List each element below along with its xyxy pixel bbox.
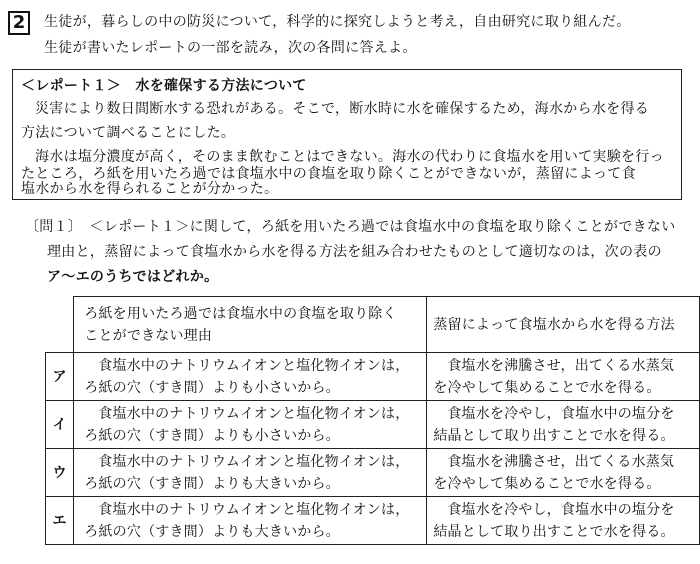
option-reason-line: 食塩水中のナトリウムイオンと塩化物イオンは， bbox=[98, 453, 410, 470]
table-header-row bbox=[46, 297, 700, 353]
report-line: たところ，ろ紙を用いたろ過では食塩水中の食塩を取り除くことができないが，蒸留によって食 bbox=[21, 166, 636, 182]
table-corner bbox=[46, 297, 74, 353]
problem-number: 2 bbox=[8, 11, 30, 35]
option-method bbox=[427, 353, 700, 401]
option-reason-line: ろ紙の穴（すき間）よりも大きいから。 bbox=[84, 475, 340, 492]
option-method-line: 結晶として取り出すことで水を得る。 bbox=[433, 523, 675, 540]
header-method-text: 蒸留によって食塩水から水を得る方法 bbox=[433, 316, 675, 333]
report-line: 災害により数日間断水する恐れがある。そこで，断水時に水を確保するため，海水から水を得る bbox=[35, 101, 650, 117]
option-method bbox=[427, 449, 700, 497]
table-row bbox=[46, 401, 700, 449]
option-method-line: 食塩水を沸騰させ，出てくる水蒸気 bbox=[447, 453, 675, 470]
option-method-line: を冷やして集めることで水を得る。 bbox=[433, 379, 661, 396]
question-line-1: 〔問１〕 ＜レポート１＞に関して，ろ紙を用いたろ過では食塩水中の食塩を取り除くことができない bbox=[25, 219, 676, 235]
option-reason bbox=[74, 401, 427, 449]
option-method-line: 食塩水を沸騰させ，出てくる水蒸気 bbox=[447, 357, 675, 374]
option-method-line: 結晶として取り出すことで水を得る。 bbox=[433, 427, 675, 444]
option-reason bbox=[74, 497, 427, 545]
table-row bbox=[46, 449, 700, 497]
option-method-line: を冷やして集めることで水を得る。 bbox=[433, 475, 661, 492]
header-reason-line: ろ紙を用いたろ過では食塩水中の食塩を取り除く bbox=[84, 305, 397, 322]
report-line: 方法について調べることにした。 bbox=[21, 125, 236, 141]
option-reason bbox=[74, 353, 427, 401]
option-method-line: 食塩水を冷やし，食塩水中の塩分を bbox=[447, 501, 675, 518]
option-label: エ bbox=[46, 497, 74, 545]
header-method bbox=[427, 297, 700, 353]
option-label: ア bbox=[46, 353, 74, 401]
option-label: ウ bbox=[46, 449, 74, 497]
question-line-3: ア～エのうちではどれか。 bbox=[47, 269, 219, 285]
option-reason bbox=[74, 449, 427, 497]
option-reason-line: ろ紙の穴（すき間）よりも小さいから。 bbox=[84, 427, 340, 444]
report-line: 塩水から水を得られることが分かった。 bbox=[21, 181, 279, 197]
intro-line-2: 生徒が書いたレポートの一部を読み，次の各問に答えよ。 bbox=[44, 40, 417, 56]
table-row bbox=[46, 353, 700, 401]
header-reason-line: ことができない理由 bbox=[84, 327, 213, 344]
option-method bbox=[427, 497, 700, 545]
intro-line-1: 生徒が，暮らしの中の防災について，科学的に探究しようと考え，自由研究に取り組んだ。 bbox=[44, 14, 631, 30]
report-title: ＜レポート１＞ 水を確保する方法について bbox=[21, 78, 307, 94]
option-reason-line: 食塩水中のナトリウムイオンと塩化物イオンは， bbox=[98, 405, 410, 422]
option-reason-line: ろ紙の穴（すき間）よりも大きいから。 bbox=[84, 523, 340, 540]
option-reason-line: 食塩水中のナトリウムイオンと塩化物イオンは， bbox=[98, 501, 410, 518]
option-method bbox=[427, 401, 700, 449]
report-line: 海水は塩分濃度が高く，そのまま飲むことはできない。海水の代わりに食塩水を用いて実験を行っ bbox=[35, 149, 664, 165]
option-method-line: 食塩水を冷やし，食塩水中の塩分を bbox=[447, 405, 675, 422]
question-line-2: 理由と，蒸留によって食塩水から水を得る方法を組み合わせたものとして適切なのは，次の表の bbox=[47, 244, 662, 260]
table-row bbox=[46, 497, 700, 545]
answer-table bbox=[45, 296, 700, 545]
header-reason bbox=[74, 297, 427, 353]
option-reason-line: 食塩水中のナトリウムイオンと塩化物イオンは， bbox=[98, 357, 410, 374]
option-label: イ bbox=[46, 401, 74, 449]
option-reason-line: ろ紙の穴（すき間）よりも小さいから。 bbox=[84, 379, 340, 396]
